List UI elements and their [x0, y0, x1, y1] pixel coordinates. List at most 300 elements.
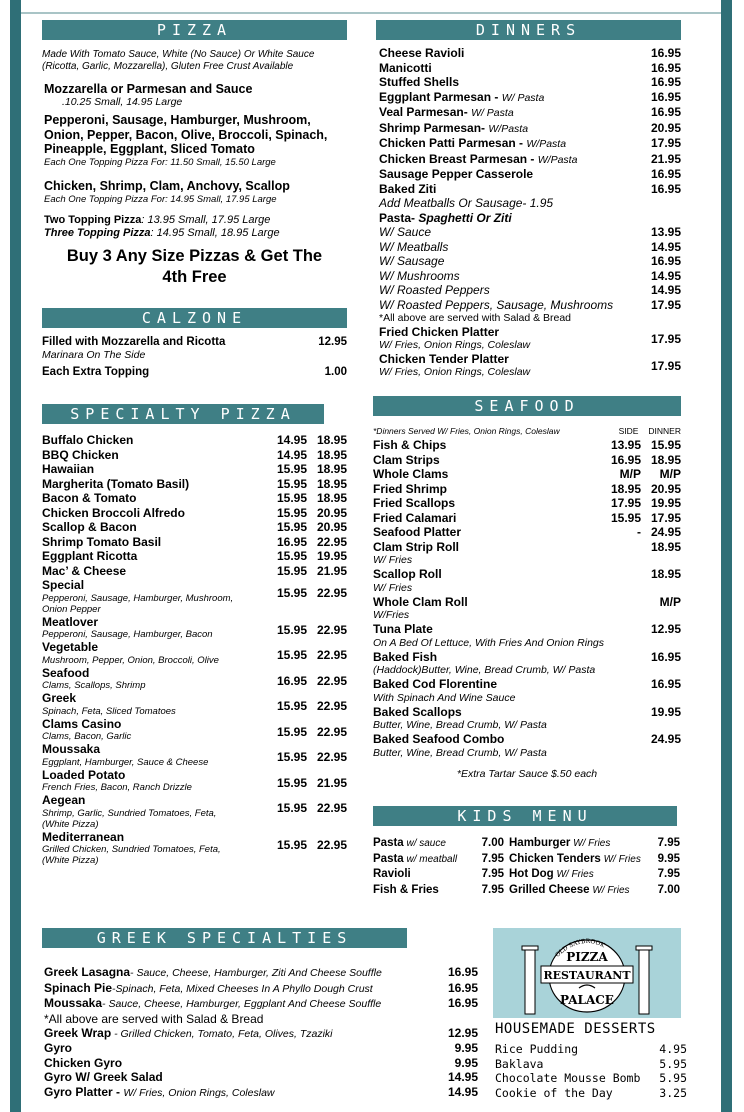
specialty-name: Loaded Potato: [42, 767, 126, 782]
pasta-note: Spaghetti Or Ziti: [418, 210, 512, 225]
specialty-prices: [267, 535, 347, 550]
dinner-price: 16.95: [650, 181, 681, 196]
specialty-small-price: 15.95: [276, 549, 307, 563]
greek-name: Gyro Platter -: [44, 1084, 124, 1099]
dinner-item: [379, 61, 681, 76]
dinner-item: [379, 105, 681, 121]
specialty-large-price: 18.95: [316, 433, 347, 447]
specialty-small-price: 15.95: [276, 491, 307, 505]
seafood-prices: [601, 525, 681, 540]
greek-name: Gyro: [44, 1041, 73, 1055]
greek-label: [44, 981, 373, 997]
specialty-small-price: 15.95: [276, 505, 307, 520]
kids-price: 7.95: [481, 883, 504, 896]
specialty-small-price: 15.95: [276, 837, 307, 852]
left-border: [10, 0, 21, 1112]
specialty-small-price: 16.95: [276, 534, 307, 549]
specialty-name: Bacon & Tomato: [42, 491, 137, 505]
specialty-prices: [267, 506, 347, 521]
specialty-small-price: 15.95: [276, 622, 307, 637]
specialty-prices: [267, 586, 347, 601]
specialty-large-price: 18.95: [316, 462, 347, 476]
seafood-side-price: 17.95: [610, 496, 641, 510]
specialty-large-price: 22.95: [316, 724, 347, 739]
pasta-item-price: 14.95: [650, 268, 681, 283]
greek-label: [44, 1085, 275, 1101]
greek-desc: -Spinach, Feta, Mixed Cheeses In A Phyllo Dough Crust: [112, 982, 373, 995]
specialty-prices: [267, 699, 347, 714]
greek-section: [42, 928, 478, 1100]
calzone-item: [42, 336, 347, 348]
kids-price: 7.00: [481, 837, 504, 849]
dinner-price: 16.95: [650, 46, 681, 60]
seafood-left: [373, 567, 442, 595]
specialty-large-price: 22.95: [316, 699, 347, 713]
platter-price: 17.95: [650, 332, 681, 346]
greek-price: 14.95: [447, 1070, 478, 1084]
seafood-desc: Butter, Wine, Bread Crumb, W/ Pasta: [373, 719, 547, 731]
specialty-small-price: 15.95: [276, 462, 307, 476]
pasta-item: [379, 240, 681, 255]
specialty-prices: [267, 838, 347, 853]
two-topping-label: Two Topping Pizza: [44, 213, 142, 226]
seafood-left: [373, 705, 547, 733]
specialty-name: Shrimp Tomato Basil: [42, 534, 162, 549]
specialty-item: [42, 477, 347, 492]
dinners-list: [376, 46, 681, 379]
seafood-item: [373, 540, 681, 568]
seafood-left: [373, 622, 604, 650]
seafood-item: [373, 482, 681, 497]
specialty-name: Seafood: [42, 665, 90, 680]
seafood-name: Clam Strip Roll: [373, 539, 460, 554]
greek-label: [44, 965, 382, 981]
dinner-label: [379, 182, 436, 197]
dinner-note: W/ Pasta: [471, 107, 514, 119]
dinner-price: 20.95: [650, 120, 681, 135]
dessert-name: Rice Pudding: [495, 1042, 579, 1056]
calzone-header: CALZONE: [42, 308, 347, 328]
greek-label: [44, 1070, 163, 1085]
specialty-item: [42, 793, 347, 815]
logo-column-right: [639, 948, 649, 1014]
seafood-prices: [601, 511, 681, 526]
dinner-name: Chicken Breast Parmesan -: [379, 151, 538, 166]
desserts-section: [495, 1021, 687, 1100]
specialty-large-price: 18.95: [316, 447, 347, 462]
greek-name: Spinach Pie: [44, 980, 113, 995]
seafood-name: Baked Scallops: [373, 704, 462, 719]
kids-price: 9.95: [657, 852, 680, 865]
dinner-price: 16.95: [650, 105, 681, 119]
calzone-extra-label: Each Extra Topping: [42, 365, 150, 378]
specialty-name: Hawaiian: [42, 462, 95, 476]
seafood-price: 16.95: [650, 649, 681, 664]
specialty-item: [42, 549, 347, 564]
kids-section: [373, 806, 681, 898]
greek-item: [44, 1070, 478, 1085]
platter-price: 17.95: [650, 359, 681, 373]
pasta-item: [379, 298, 681, 313]
seafood-prices: [601, 482, 681, 497]
calzone-section: [42, 308, 347, 378]
greek-item: [44, 1041, 478, 1056]
specialty-item: [42, 462, 347, 477]
seafood-dinner-price: 17.95: [650, 510, 681, 525]
specialty-small-price: 15.95: [276, 724, 307, 739]
calzone-extra: [42, 362, 347, 378]
kids-name: Ravioli: [373, 868, 411, 880]
dinner-item: [379, 136, 681, 152]
dessert-price: 5.95: [659, 1056, 687, 1071]
dinner-item: [379, 75, 681, 90]
dessert-item: [495, 1071, 687, 1086]
specialty-prices: [267, 549, 347, 564]
kids-item: [509, 852, 680, 868]
greek-name: Gyro W/ Greek Salad: [44, 1070, 163, 1084]
seafood-name: Whole Clam Roll: [373, 594, 468, 609]
pasta-item: [379, 283, 681, 298]
dinner-name: Shrimp Parmesan-: [379, 120, 489, 135]
specialty-large-price: 22.95: [316, 801, 347, 815]
pasta-item: [379, 269, 681, 284]
dinner-label: [379, 105, 514, 121]
greek-price: 9.95: [454, 1041, 478, 1055]
seafood-list: [373, 438, 681, 760]
kids-item: [373, 867, 504, 883]
seafood-side-price: 13.95: [610, 438, 641, 452]
dinner-label: [379, 90, 544, 106]
dinner-note: W/Pasta: [537, 153, 578, 166]
dinner-price: 16.95: [650, 89, 681, 104]
specialty-desc: Clams, Bacon, Garlic: [42, 731, 132, 742]
specialty-name: BBQ Chicken: [42, 447, 119, 462]
kids-price: 7.95: [657, 837, 680, 849]
kids-name: Hamburger: [509, 837, 571, 849]
greek-name: Greek Wrap: [44, 1025, 112, 1040]
seafood-name: Fried Scallops: [373, 496, 456, 510]
seafood-name: Tuna Plate: [373, 622, 433, 636]
seafood-dinner-price: 19.95: [650, 496, 681, 510]
dinner-note: W/Pasta: [488, 122, 529, 135]
specialty-prices: [267, 433, 347, 448]
kids-name: Pasta: [373, 852, 404, 865]
specialty-name: Scallop & Bacon: [42, 520, 137, 534]
greek-desc: - Sauce, Cheese, Hamburger, Ziti And Cheese Souffle: [130, 967, 382, 979]
dinners-header: DINNERS: [376, 20, 681, 40]
pizza-toppings-price: Each One Topping Pizza For: 11.50 Small, 15.50 Large: [44, 156, 276, 168]
pizza-three-topping: [44, 227, 347, 240]
specialty-large-price: 18.95: [316, 476, 347, 491]
calzone-name: Filled with Mozzarella and Ricotta: [42, 336, 226, 348]
specialty-small-price: 15.95: [276, 586, 307, 600]
kids-label: [373, 852, 457, 868]
seafood-col-side: SIDE: [618, 426, 639, 436]
greek-label: [44, 1056, 122, 1071]
seafood-price: 16.95: [650, 677, 681, 691]
three-topping-label: Three Topping Pizza: [44, 226, 151, 239]
kids-note: W/ Fries: [600, 853, 641, 865]
pasta-item-price: 14.95: [650, 283, 681, 297]
specialty-small-price: 14.95: [276, 447, 307, 462]
dinner-label: [379, 152, 577, 168]
greek-name: Greek Lasagna: [44, 965, 131, 979]
specialty-section: [42, 404, 347, 866]
specialty-large-price: 18.95: [316, 491, 347, 505]
kids-note: W/ Fries: [589, 884, 630, 896]
specialty-prices: [267, 477, 347, 492]
kids-name: Pasta: [373, 837, 404, 849]
specialty-small-price: 14.95: [276, 433, 307, 447]
kids-item: [509, 836, 680, 852]
dinners-section: [376, 20, 681, 379]
specialty-large-price: 19.95: [316, 549, 347, 563]
seafood-left: [373, 595, 468, 623]
seafood-name: Whole Clams: [373, 467, 449, 481]
kids-name: Fish & Fries: [373, 883, 439, 896]
specialty-large-price: 20.95: [316, 520, 347, 534]
pizza-header: PIZZA: [42, 20, 347, 40]
pizza-base-name: Mozzarella or Parmesan and Sauce: [44, 82, 253, 96]
specialty-name: Greek: [42, 691, 77, 705]
pasta-item-name: W/ Roasted Peppers, Sausage, Mushrooms: [379, 297, 614, 312]
logo-pizza-text: PIZZA: [566, 950, 608, 964]
specialty-header: SPECIALTY PIZZA: [42, 404, 324, 424]
platter-desc: W/ Fries, Onion Rings, Coleslaw: [379, 339, 531, 351]
specialty-small-price: 15.95: [276, 520, 307, 534]
seafood-item: [373, 525, 681, 540]
seafood-price: 24.95: [650, 732, 681, 746]
dinner-item: [379, 46, 681, 61]
specialty-name: Margherita (Tomato Basil): [42, 476, 190, 491]
seafood-desc: W/Fries: [373, 609, 410, 621]
pasta-item-name: W/ Mushrooms: [379, 268, 460, 283]
specialty-name: Chicken Broccoli Alfredo: [42, 505, 185, 520]
dessert-item: [495, 1057, 687, 1072]
seafood-section: [373, 396, 681, 780]
dinner-name: Cheese Ravioli: [379, 46, 465, 60]
pasta-item-price: 16.95: [650, 254, 681, 268]
specialty-name: Clams Casino: [42, 716, 122, 731]
seafood-prices: [601, 467, 681, 482]
dinner-name: Veal Parmesan-: [379, 105, 472, 119]
greek-price: 16.95: [447, 980, 478, 995]
seafood-dinner-price: 18.95: [650, 452, 681, 467]
dinner-price: 17.95: [650, 136, 681, 150]
specialty-prices: [267, 491, 347, 506]
dinner-label: [379, 121, 528, 137]
seafood-item: [373, 467, 681, 482]
seafood-note-row: [373, 426, 681, 436]
greek-price: 16.95: [447, 996, 478, 1010]
greek-item: [44, 981, 478, 997]
specialty-name: Special: [42, 578, 85, 592]
dinner-label: [379, 61, 432, 76]
greek-price: 16.95: [447, 965, 478, 979]
pasta-item: [379, 254, 681, 269]
pizza-section: [42, 20, 347, 288]
seafood-dinner-price: M/P: [659, 467, 681, 481]
seafood-desc: (Haddock)Butter, Wine, Bread Crumb, W/ Pasta: [373, 664, 596, 676]
seafood-item: [373, 438, 681, 453]
platter-desc: W/ Fries, Onion Rings, Coleslaw: [379, 366, 531, 378]
specialty-small-price: 15.95: [276, 476, 307, 491]
specialty-name: Eggplant Ricotta: [42, 549, 138, 563]
kids-label: [509, 867, 594, 883]
kids-price: 7.95: [481, 868, 504, 880]
seafood-price: 19.95: [650, 704, 681, 719]
kids-note: w/ sauce: [403, 838, 446, 849]
specialty-large-price: 21.95: [316, 775, 347, 790]
desserts-list: [495, 1042, 687, 1100]
specialty-name: Meatlover: [42, 614, 99, 629]
specialty-large-price: 20.95: [316, 505, 347, 520]
logo-palace-text: PALACE: [560, 993, 614, 1007]
seafood-dinner-price: 15.95: [650, 438, 681, 452]
two-topping-price: : 13.95 Small, 17.95 Large: [141, 213, 271, 226]
seafood-left: [373, 650, 595, 678]
seafood-name: Scallop Roll: [373, 567, 442, 581]
specialty-prices: [267, 520, 347, 535]
specialty-name: Mac’ & Cheese: [42, 563, 127, 578]
dinner-price: 16.95: [650, 60, 681, 75]
greek-price: 9.95: [454, 1055, 478, 1070]
seafood-name: Fried Calamari: [373, 510, 457, 525]
specialty-desc: French Fries, Bacon, Ranch Drizzle: [42, 782, 192, 793]
specialty-small-price: 15.95: [276, 750, 307, 764]
seafood-item: [373, 511, 681, 526]
pasta-label: Pasta-: [379, 210, 419, 225]
seafood-desc: On A Bed Of Lettuce, With Fries And Onion Rings: [373, 636, 605, 649]
dessert-name: Baklava: [495, 1056, 544, 1071]
kids-label: [373, 883, 439, 899]
calzone-price: 12.95: [318, 336, 347, 348]
platter-item: [379, 352, 681, 379]
greek-header: GREEK SPECIALTIES: [42, 928, 407, 948]
dessert-name: Chocolate Mousse Bomb: [495, 1071, 641, 1085]
specialty-prices: [267, 462, 347, 477]
dinner-note: W/ Pasta: [501, 91, 545, 104]
seafood-price: M/P: [659, 594, 681, 609]
dessert-item: [495, 1086, 687, 1101]
logo-restaurant-text: RESTAURANT: [543, 969, 631, 982]
pasta-item-price: 17.95: [650, 297, 681, 312]
kids-price: 7.95: [657, 868, 680, 880]
specialty-list: [42, 433, 347, 866]
dinner-name: Sausage Pepper Casserole: [379, 167, 534, 181]
dinner-add-meat: Add Meatballs Or Sausage- 1.95: [379, 196, 554, 210]
pasta-item-name: W/ Sauce: [379, 225, 432, 239]
seafood-price: 18.95: [650, 567, 681, 581]
specialty-item: [42, 578, 347, 600]
platter-name: Fried Chicken Platter: [379, 325, 500, 339]
specialty-item: [42, 448, 347, 463]
three-topping-price: : 14.95 Small, 18.95 Large: [150, 226, 280, 239]
seafood-price: 18.95: [650, 539, 681, 554]
specialty-large-price: 22.95: [316, 534, 347, 549]
dinner-name: Chicken Patti Parmesan -: [379, 136, 527, 150]
seafood-item: [373, 622, 681, 650]
kids-left: [373, 836, 504, 898]
greek-price: 14.95: [447, 1084, 478, 1099]
specialty-desc: Grilled Chicken, Sundried Tomatoes, Feta, (White Pizza): [42, 844, 221, 866]
specialty-item: [42, 829, 347, 852]
kids-label: [373, 836, 446, 852]
kids-name: Hot Dog: [509, 868, 554, 880]
greek-name: Chicken Gyro: [44, 1055, 123, 1070]
dinner-price: 21.95: [650, 151, 681, 166]
seafood-desc: W/ Fries: [373, 554, 413, 566]
greek-item: [44, 1026, 478, 1042]
greek-item: [44, 1056, 478, 1071]
seafood-dinner-price: 20.95: [650, 481, 681, 496]
specialty-prices: [267, 725, 347, 740]
kids-price: 7.00: [657, 883, 680, 896]
specialty-name: Aegean: [42, 793, 86, 807]
right-border: [721, 0, 732, 1112]
dessert-name: Cookie of the Day: [495, 1085, 613, 1100]
kids-item: [373, 836, 504, 852]
pasta-item-name: W/ Sausage: [379, 254, 445, 268]
seafood-side-price: 18.95: [610, 481, 641, 496]
greek-desc: W/ Fries, Onion Rings, Coleslaw: [123, 1086, 275, 1099]
specialty-large-price: 21.95: [316, 563, 347, 578]
specialty-item: [42, 433, 347, 448]
dinner-name: Stuffed Shells: [379, 75, 460, 89]
greek-list: [42, 965, 478, 1100]
kids-note: W/ Fries: [553, 869, 594, 880]
greek-desc: - Grilled Chicken, Tomato, Feta, Olives, Tzaziki: [111, 1027, 333, 1040]
seafood-item: [373, 732, 681, 760]
dessert-price: 5.95: [659, 1071, 687, 1085]
seafood-item: [373, 650, 681, 678]
seafood-item: [373, 567, 681, 595]
greek-label: [44, 1026, 333, 1042]
dessert-price: 3.25: [659, 1085, 687, 1100]
platter-left: [379, 352, 530, 379]
seafood-prices: [601, 496, 681, 511]
seafood-tartar: *Extra Tartar Sauce $.50 each: [456, 767, 598, 780]
specialty-large-price: 22.95: [316, 750, 347, 764]
calzone-extra-price: 1.00: [324, 365, 347, 378]
specialty-small-price: 15.95: [276, 801, 307, 815]
specialty-prices: [267, 564, 347, 579]
specialty-item: [42, 506, 347, 521]
specialty-small-price: 15.95: [276, 699, 307, 713]
pizza-toppings: Pepperoni, Sausage, Hamburger, Mushroom, Onion, Pepper, Bacon, Olive, Broccoli, Spinach, Pineapple, Eggplant, Sliced Tomato: [44, 113, 328, 156]
dinner-item: [379, 121, 681, 137]
specialty-desc: Clams, Scallops, Shrimp: [42, 680, 146, 691]
dinner-note: W/Pasta: [526, 138, 567, 150]
seafood-dinner-price: 24.95: [650, 525, 681, 539]
dinner-label: [379, 136, 566, 152]
specialty-name: Buffalo Chicken: [42, 433, 134, 447]
dessert-price: 4.95: [659, 1042, 687, 1056]
greek-label: [44, 1041, 72, 1056]
kids-header: KIDS MENU: [373, 806, 677, 826]
pasta-item-price: 14.95: [650, 239, 681, 254]
kids-item: [373, 852, 504, 868]
kids-note: W/ Fries: [570, 838, 611, 849]
specialty-desc: Eggplant, Hamburger, Sauce & Cheese: [42, 756, 209, 768]
kids-label: [509, 883, 630, 899]
logo-column-left: [525, 948, 535, 1014]
specialty-desc: Mushroom, Pepper, Onion, Broccoli, Olive: [42, 654, 219, 666]
specialty-name: Moussaka: [42, 742, 101, 756]
greek-label: [44, 996, 381, 1012]
seafood-item: [373, 677, 681, 705]
seafood-left: [373, 732, 547, 760]
